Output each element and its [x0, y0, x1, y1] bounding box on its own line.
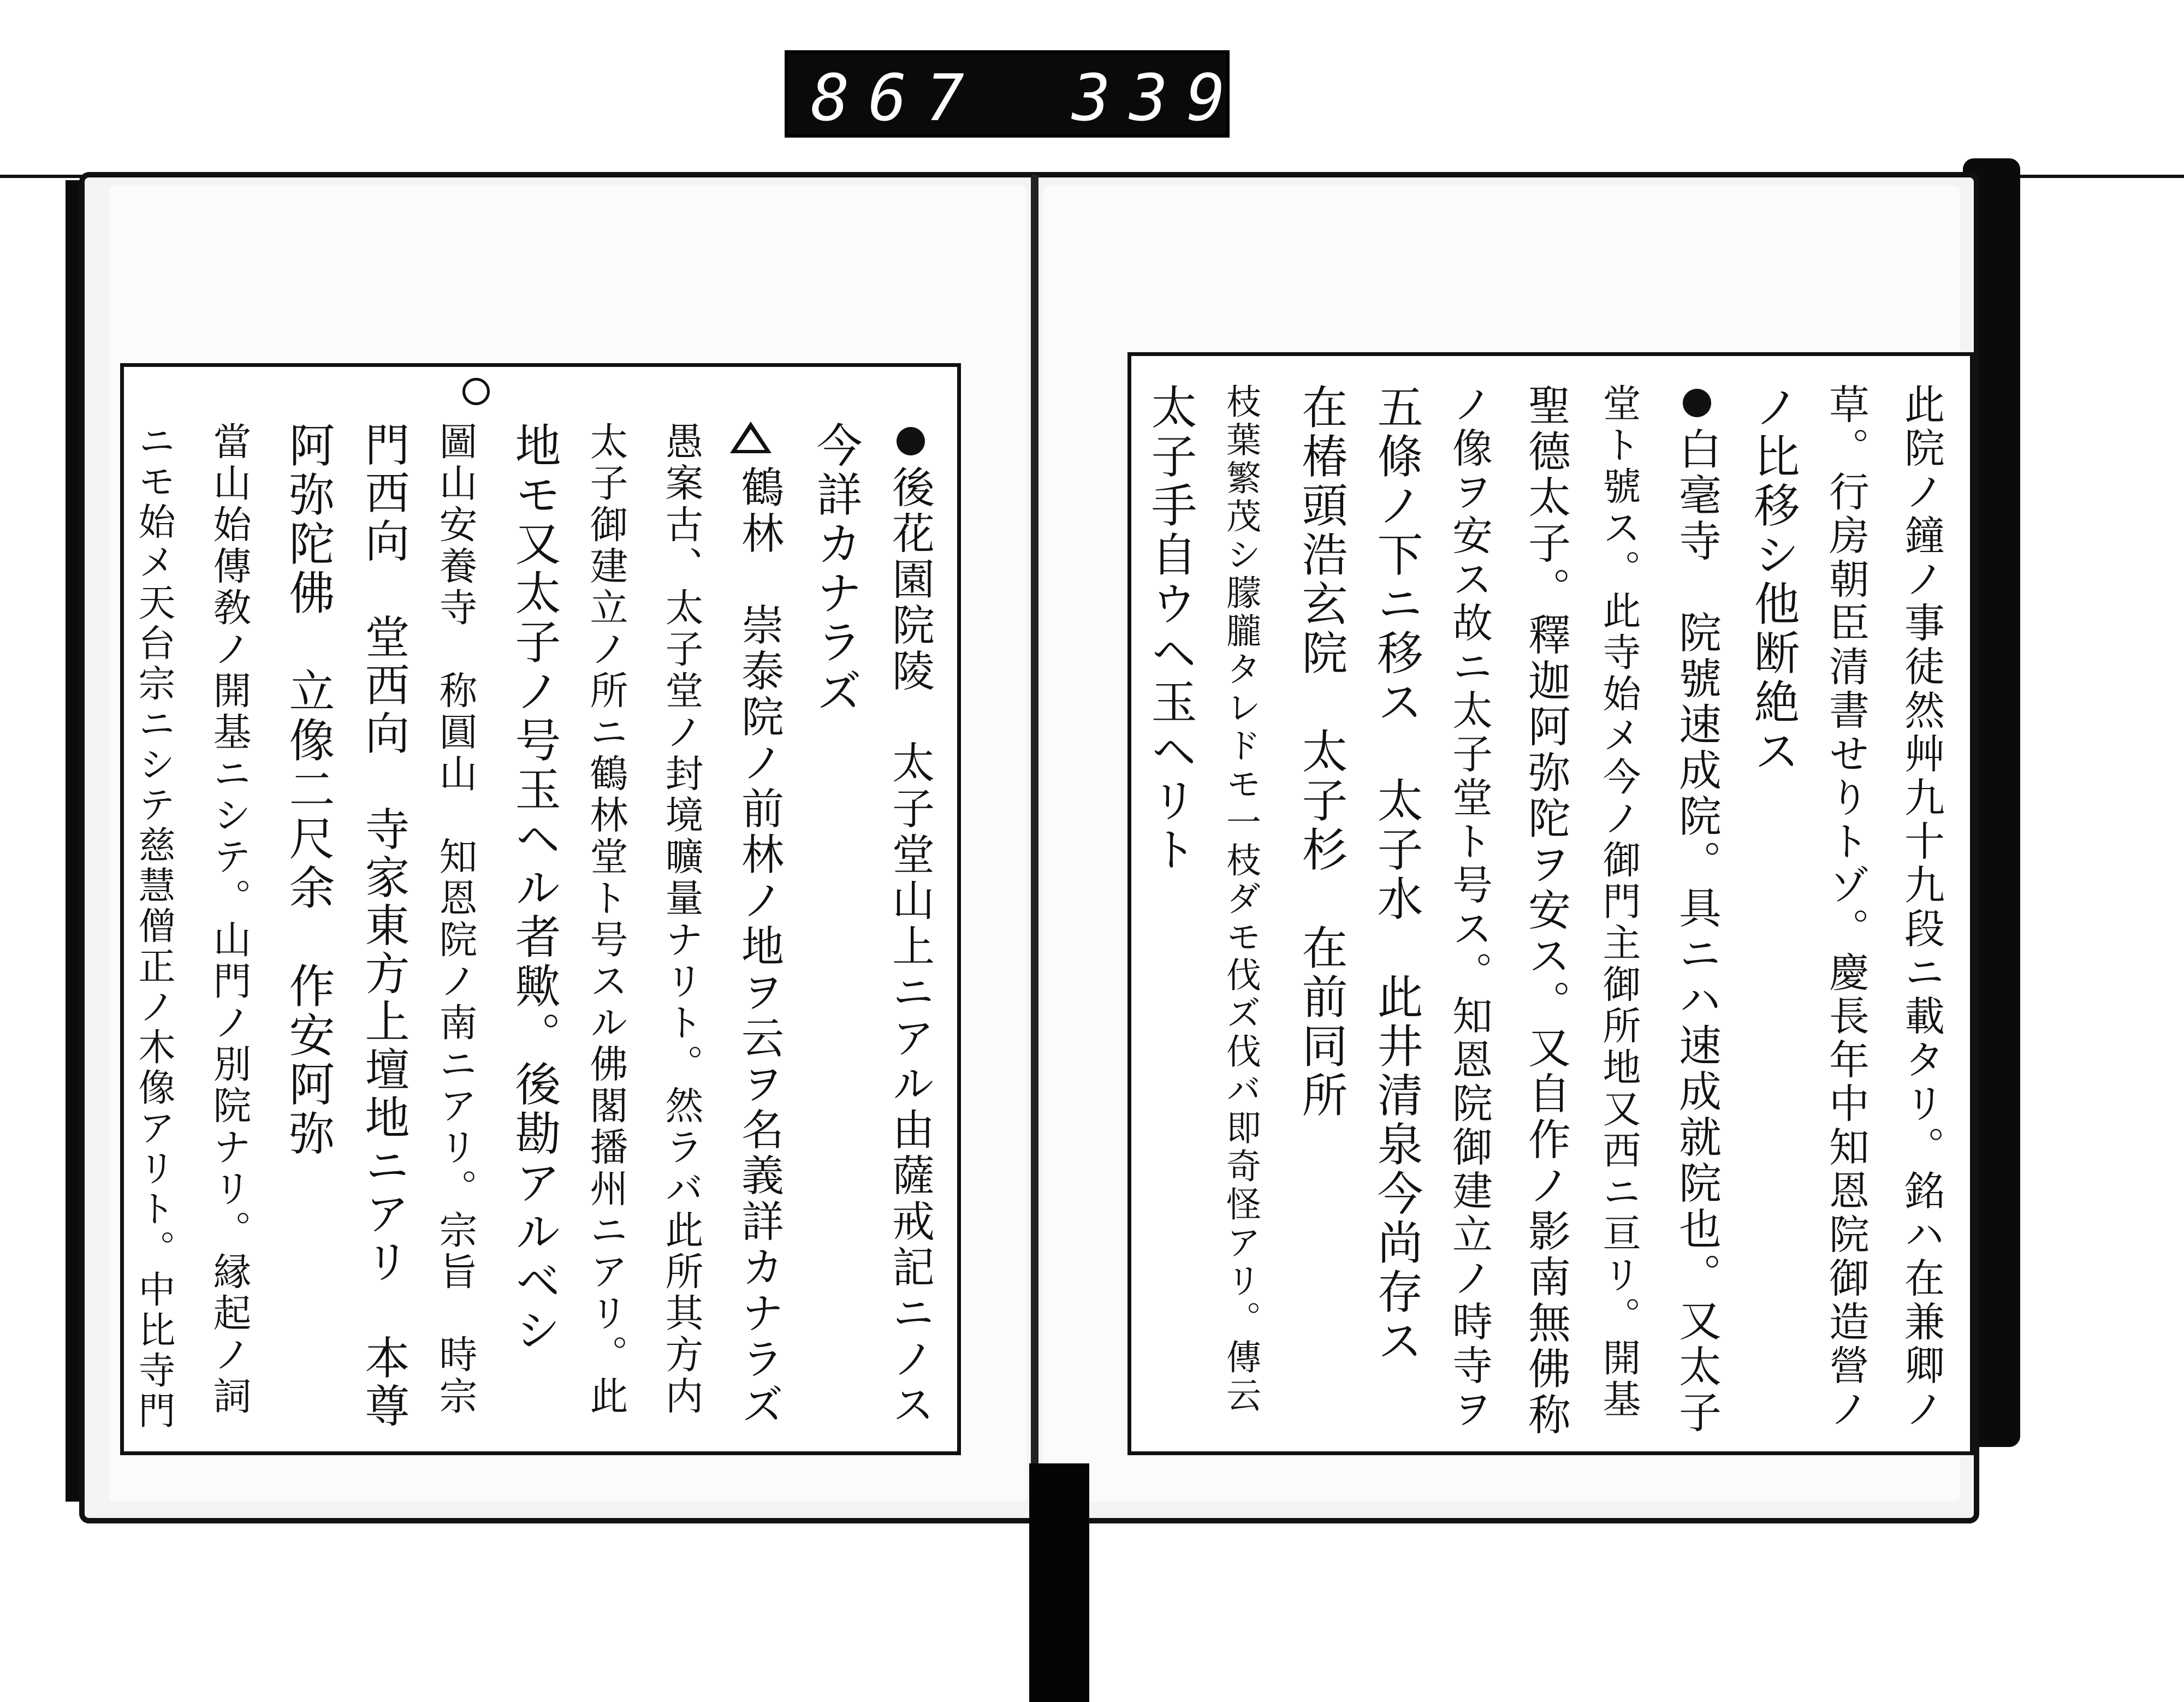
- section-bullet: [897, 427, 925, 455]
- left-column-9: 阿弥陀佛 立像二尺余 作安阿弥: [282, 422, 335, 1159]
- left-column-7: 圖山安養寺 称圓山 知恩院ノ南ニアリ。宗旨 時宗: [433, 422, 478, 1418]
- left-column-10: 當山始傳敎ノ開基ニシテ。山門ノ別院ナリ。縁起ノ詞: [207, 422, 252, 1418]
- bookmark-ribbon: [1029, 1463, 1089, 1702]
- left-column-5: 太子御建立ノ所ニ鶴林堂ト号スル佛閣播州ニアリ。此: [584, 422, 628, 1418]
- right-page-text-frame: [1127, 352, 1974, 1455]
- right-column-3: ノ比移シ他断絶ス: [1747, 383, 1800, 776]
- book-gutter: [1031, 175, 1038, 1507]
- left-column-3: 鶴林 崇泰院ノ前林ノ地ヲ云ヲ名義詳カナラズ: [734, 465, 784, 1428]
- right-column-8: 五條ノ下ニ移ス 太子水 此井清泉今尚存ス: [1370, 383, 1423, 1366]
- right-column-9: 在椿頭浩玄院 太子杉 在前同所: [1295, 383, 1348, 1120]
- right-column-1: 此院ノ鐘ノ事徒然艸九十九段ニ載タリ。銘ハ在兼卿ノ: [1898, 383, 1945, 1432]
- right-column-11: 太子手自ウヘ玉ヘリト: [1144, 383, 1197, 875]
- call-number-right: 339: [1072, 60, 1244, 135]
- right-column-4: 白毫寺 院號速成院。具ニハ速成就院也。又太子: [1672, 427, 1721, 1436]
- call-number-left: 867: [811, 60, 983, 135]
- left-column-11: ニモ始メ天台宗ニシテ慈慧僧正ノ木像アリト。中比寺門: [132, 422, 175, 1432]
- circle-marker: [462, 378, 490, 405]
- right-column-10: 枝葉繁茂シ朦朧タレドモ一枝ダモ伐ズ伐バ即奇怪アリ。傳云: [1220, 383, 1261, 1415]
- right-column-7: ノ像ヲ安ス故ニ太子堂ト号ス。知恩院御建立ノ時寺ヲ: [1446, 383, 1493, 1432]
- triangle-marker: [730, 422, 771, 453]
- left-page-text-frame: [120, 363, 961, 1455]
- left-column-4: 愚案古、太子堂ノ封境曠量ナリト。然ラバ此所其方内: [659, 422, 704, 1418]
- left-column-6: 地モ又太子ノ号玉ヘル者歟。後勘アルベシ: [508, 422, 561, 1355]
- left-column-8: 門西向 堂西向 寺家東方上壇地ニアリ 本尊: [358, 422, 410, 1431]
- section-bullet: [1683, 389, 1711, 417]
- left-column-2: 今詳カナラズ: [809, 422, 863, 716]
- right-column-6: 聖德太子。釋迦阿弥陀ヲ安ス。又自作ノ影南無佛称: [1521, 383, 1570, 1438]
- left-column-1: 後花園院陵 太子堂山上ニアル由薩戒記ニノス: [885, 465, 934, 1428]
- right-column-2: 草。行房朝臣清書せりトゾ。慶長年中知恩院御造營ノ: [1823, 383, 1870, 1432]
- right-column-5: 堂ト號ス。此寺始メ今ノ御門主御所地又西ニ亘リ。開基: [1597, 383, 1641, 1421]
- call-number-label: [785, 50, 1244, 138]
